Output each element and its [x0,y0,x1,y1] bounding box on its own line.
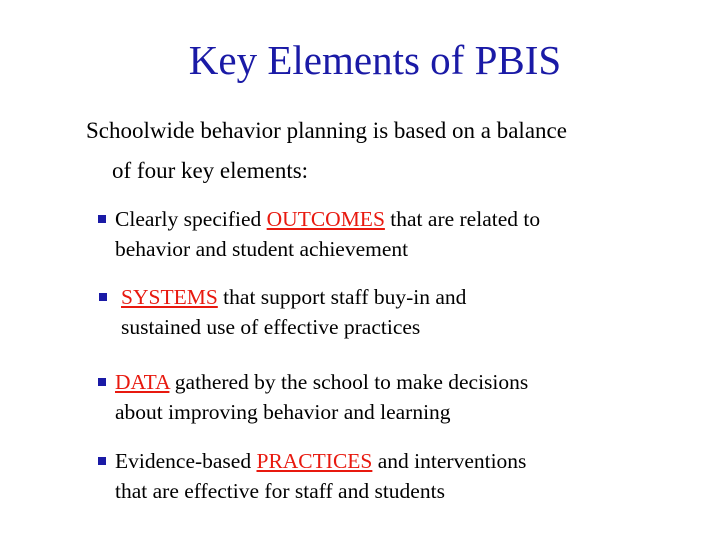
bullet-line-1 [115,446,526,476]
bullet-data [115,367,528,427]
intro-text [86,111,567,191]
bullet-line-2: that are effective for staff and students [115,479,445,503]
intro-line-2: of four key elements: [112,158,309,183]
keyword-outcomes: OUTCOMES [266,207,385,231]
slide-title: Key Elements of PBIS [188,37,562,83]
bullet-text-post: that support staff buy-in and [217,285,467,309]
bullet-line-2: behavior and student achievement [115,237,409,261]
bullet-practices [115,446,526,506]
bullet-line-2: about improving behavior and learning [115,400,451,424]
intro-line-1: Schoolwide behavior planning is based on a balance [86,118,567,143]
bullet-line-1 [115,204,540,234]
bullet-text-post: gathered by the school to make decisions [169,370,529,394]
bullet-line-1 [115,367,528,397]
bullet-text-pre: Clearly specified [115,207,267,231]
keyword-systems: SYSTEMS [121,285,218,309]
bullet-systems [121,282,466,342]
bullet-outcomes [115,204,540,264]
bullet-line-2: sustained use of effective practices [121,315,421,339]
bullet-line-1 [121,282,466,312]
square-bullet-icon [98,215,106,223]
keyword-practices: PRACTICES [256,449,373,473]
square-bullet-icon [99,293,107,301]
keyword-data: DATA [115,370,170,394]
bullet-text-post: and interventions [372,449,527,473]
square-bullet-icon [98,378,106,386]
bullet-text-pre: Evidence-based [115,449,257,473]
square-bullet-icon [98,457,106,465]
bullet-text-post: that are related to [384,207,541,231]
